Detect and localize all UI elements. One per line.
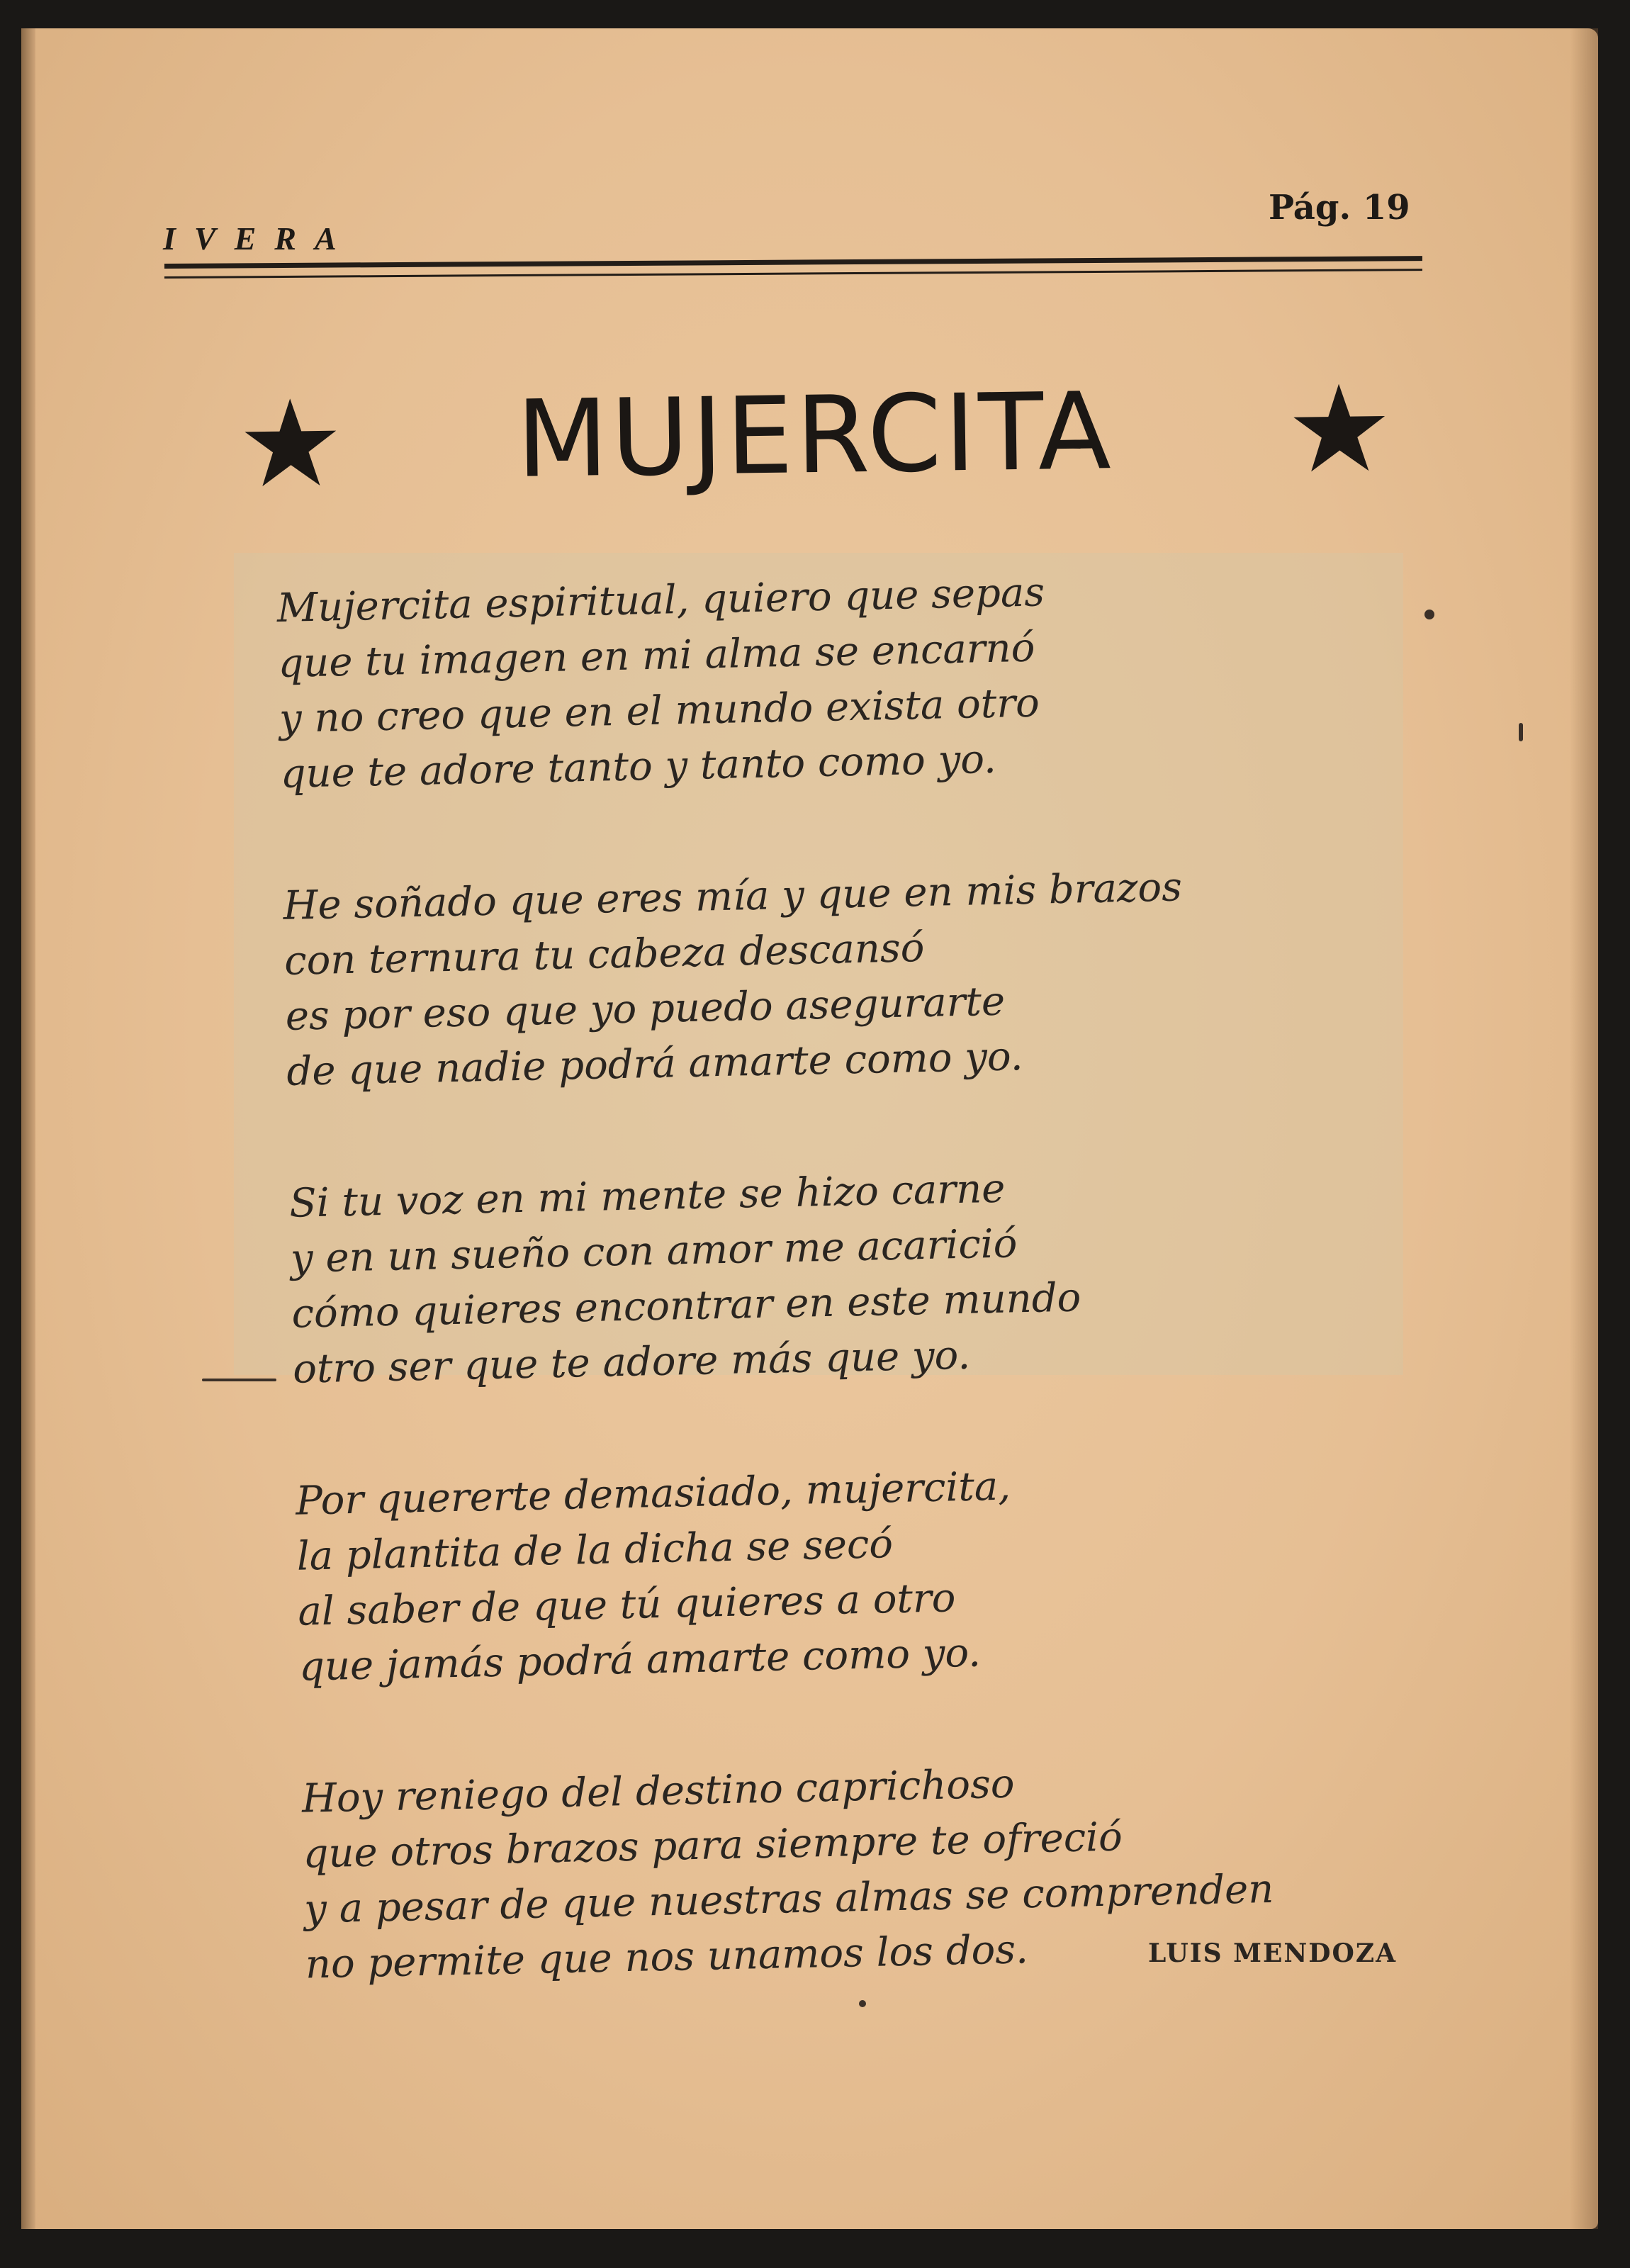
poem-line: otro ser que te adore más que yo. <box>292 1332 971 1393</box>
poem-line: con ternura tu cabeza descansó <box>283 924 925 984</box>
poem-line: He soñado que eres mía y que en mis brazos <box>282 864 1183 929</box>
star-icon <box>1289 378 1390 479</box>
poem-line: es por eso que yo puedo asegurarte <box>285 978 1006 1040</box>
star-icon <box>240 393 341 493</box>
poem-line: al saber de que tú quieres a otro <box>297 1575 957 1635</box>
poem-body <box>276 556 1477 2069</box>
paper-speck <box>202 1379 276 1381</box>
poem-line: que jamás podrá amarte como yo. <box>298 1629 982 1690</box>
poem-line: Mujercita espiritual, quiero que sepas <box>276 569 1045 631</box>
page-edge-shadow <box>1570 28 1598 2229</box>
author-signature: LUIS MENDOZA <box>1148 1938 1398 1968</box>
paper-speck <box>859 2000 866 2007</box>
paper-speck <box>1424 610 1434 619</box>
magazine-name: IVERA <box>163 220 355 257</box>
page-gutter <box>21 28 35 2229</box>
stanza <box>289 1152 1463 1397</box>
poem-line: que te adore tanto y tanto como yo. <box>280 736 997 797</box>
stanza <box>283 854 1456 1099</box>
poem-line: no permite que nos unamos los dos. <box>305 1926 1029 1988</box>
paper-speck <box>1519 723 1523 741</box>
poem-title: MUJERCITA <box>515 370 1115 502</box>
poem-line: la plantita de la dicha se secó <box>296 1521 894 1580</box>
stanza <box>295 1449 1468 1695</box>
poem-line: de que nadie podrá amarte como yo. <box>286 1033 1024 1095</box>
poem-line: Si tu voz en mi mente se hizo carne <box>288 1165 1006 1227</box>
poem-line: cómo quieres encontrar en este mundo <box>291 1274 1081 1337</box>
title-row <box>240 354 1390 519</box>
poem-line: y no creo que en el mundo exista otro <box>279 680 1040 742</box>
poem-line: y en un sueño con amor me acarició <box>290 1220 1018 1282</box>
poem-line: y a pesar de que nuestras almas se comprenden <box>303 1865 1274 1933</box>
page-number: Pág. 19 <box>1269 188 1410 228</box>
poem-line: Hoy reniego del destino caprichoso <box>301 1761 1016 1822</box>
poem-line: que otros brazos para siempre te ofreció <box>302 1814 1123 1877</box>
stanza <box>276 556 1450 802</box>
poem-line: Por quererte demasiado, mujercita, <box>295 1463 1011 1525</box>
poem-line: que tu imagen en mi alma se encarnó <box>277 624 1035 687</box>
